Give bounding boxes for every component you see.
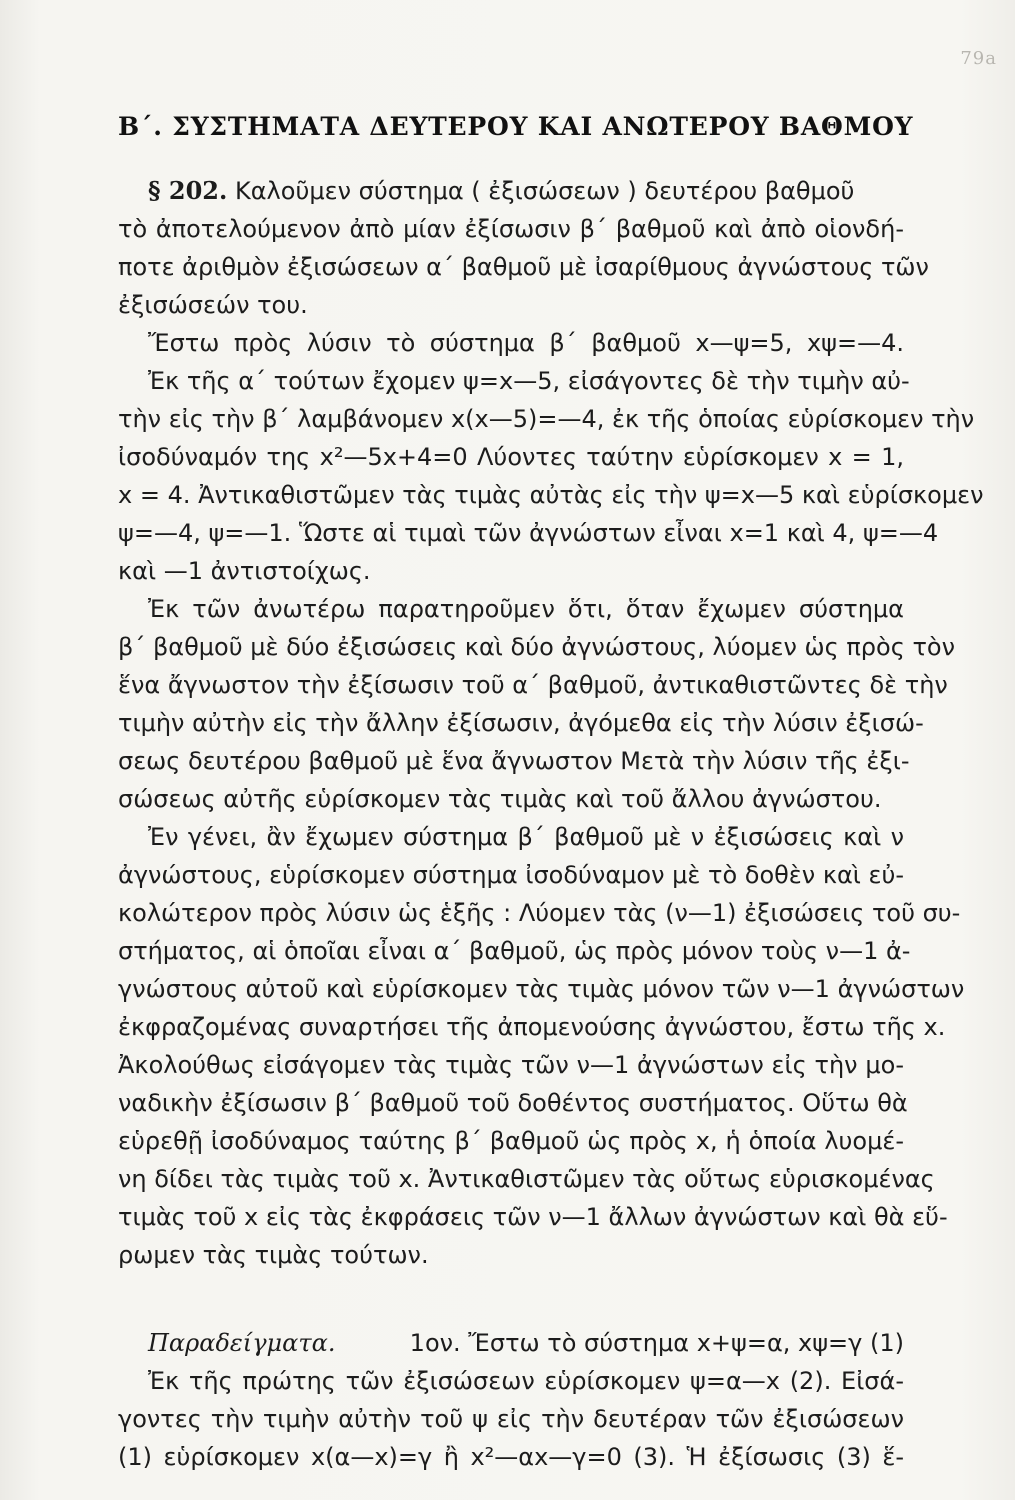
observation-line-4: τιμὴν αὐτὴν εἰς τὴν ἄλλην ἐξίσωσιν, ἀγόμεθα εἰς τὴν λύσιν ἐξισώ- xyxy=(118,709,924,737)
examples-line-4: (1) εὑρίσκομεν x(α—x)=γ ἢ x²—αx—γ=0 (3). Ἡ ἐξίσωσις (3) ἕ- xyxy=(118,1443,904,1471)
general-line-10: νη δίδει τὰς τιμὰς τοῦ x. Ἀντικαθιστῶμεν τὰς οὕτως εὑρισκομένας xyxy=(118,1165,935,1193)
general-line-4: στήματος, αἱ ὁποῖαι εἶναι α΄ βαθμοῦ, ὡς πρὸς μόνον τοὺς ν—1 ἀ- xyxy=(118,937,911,965)
definition-line-2: τὸ ἀποτελούμενον ἀπὸ μίαν ἐξίσωσιν β΄ βαθμοῦ καὶ ἀπὸ οἱονδή- xyxy=(118,215,904,243)
observation-line-3: ἕνα ἄγνωστον τὴν ἐξίσωσιν τοῦ α΄ βαθμοῦ, ἀντικαθιστῶντες δὲ τὴν xyxy=(118,671,948,699)
example-line-6: ψ=—4, ψ=—1. Ὥστε αἱ τιμαὶ τῶν ἀγνώστων εἶναι x=1 καὶ 4, ψ=—4 xyxy=(118,519,939,547)
general-line-11: τιμὰς τοῦ x εἰς τὰς ἐκφράσεις τῶν ν—1 ἄλλων ἀγνώστων καὶ θὰ εὕ- xyxy=(118,1203,948,1231)
general-line-12: ρωμεν τὰς τιμὰς τούτων. xyxy=(118,1241,429,1269)
general-line-5: γνώστους αὐτοῦ καὶ εὑρίσκομεν τὰς τιμὰς μόνον τῶν ν—1 ἀγνώστων xyxy=(118,975,965,1003)
section-number: § 202. xyxy=(148,176,228,205)
example-line-3: τὴν εἰς τὴν β΄ λαμβάνομεν x(x—5)=—4, ἐκ τῆς ὁποίας εὑρίσκομεν τὴν xyxy=(118,405,975,433)
definition-text: Καλοῦμεν σύστημα ( ἐξισώσεων ) δευτέρου βαθμοῦ xyxy=(235,177,855,205)
general-line-9: εὑρεθῇ ἰσοδύναμος ταύτης β΄ βαθμοῦ ὡς πρὸς x, ἡ ὁποία λυομέ- xyxy=(118,1127,904,1155)
examples-line-2: Ἐκ τῆς πρώτης τῶν ἐξισώσεων εὑρίσκομεν ψ=α—x (2). Εἰσά- xyxy=(148,1367,904,1395)
example-line-7: καὶ —1 ἀντιστοίχως. xyxy=(118,557,371,585)
observation-line-6: σώσεως αὐτῆς εὑρίσκομεν τὰς τιμὰς καὶ τοῦ ἄλλου ἀγνώστου. xyxy=(118,785,882,813)
definition-line-1 xyxy=(148,176,854,206)
definition-line-4: ἐξισώσεών του. xyxy=(118,291,308,319)
examples-label: Παραδείγματα. xyxy=(148,1329,336,1357)
general-line-2: ἀγνώστους, εὑρίσκομεν σύστημα ἰσοδύναμον μὲ τὸ δοθὲν καὶ εὐ- xyxy=(118,861,905,889)
examples-line-3: γοντες τὴν τιμὴν αὐτὴν τοῦ ψ εἰς τὴν δευτέραν τῶν ἐξισώσεων xyxy=(118,1405,904,1433)
examples-first-text: 1ον. Ἔστω τὸ σύστημα x+ψ=α, xψ=γ (1) xyxy=(409,1329,904,1357)
example-line-2: Ἐκ τῆς α΄ τούτων ἔχομεν ψ=x—5, εἰσάγοντες δὲ τὴν τιμὴν αὐ- xyxy=(148,367,910,395)
definition-line-3: ποτε ἀριθμὸν ἐξισώσεων α΄ βαθμοῦ μὲ ἰσαρίθμους ἀγνώστους τῶν xyxy=(118,253,929,281)
general-line-6: ἐκφραζομένας συναρτήσει τῆς ἀπομενούσης ἀγνώστου, ἔστω τῆς x. xyxy=(118,1013,946,1041)
example-line-1: Ἔστω πρὸς λύσιν τὸ σύστημα β΄ βαθμοῦ x—ψ=5, xψ=—4. xyxy=(148,329,904,357)
observation-line-2: β΄ βαθμοῦ μὲ δύο ἐξισώσεις καὶ δύο ἀγνώστους, λύομεν ὡς πρὸς τὸν xyxy=(118,633,955,661)
chapter-heading: Β΄. ΣΥΣΤΗΜΑΤΑ ΔΕΥΤΕΡΟΥ ΚΑΙ ΑΝΩΤΕΡΟΥ ΒΑΘΜΟΥ xyxy=(118,112,914,141)
example-line-4: ἰσοδύναμόν της x²—5x+4=0 Λύοντες ταύτην εὑρίσκομεν x = 1, xyxy=(118,443,904,471)
observation-line-1: Ἐκ τῶν ἀνωτέρω παρατηροῦμεν ὅτι, ὅταν ἔχωμεν σύστημα xyxy=(148,595,904,623)
observation-line-5: σεως δευτέρου βαθμοῦ μὲ ἕνα ἄγνωστον Μετὰ τὴν λύσιν τῆς ἐξι- xyxy=(118,747,910,775)
example-line-5: x = 4. Ἀντικαθιστῶμεν τὰς τιμὰς αὐτὰς εἰς τὴν ψ=x—5 καὶ εὑρίσκομεν xyxy=(118,481,984,509)
general-line-1: Ἐν γένει, ἂν ἔχωμεν σύστημα β΄ βαθμοῦ μὲ ν ἐξισώσεις καὶ ν xyxy=(148,823,904,851)
page-corner-mark: 79a xyxy=(960,48,997,69)
general-line-7: Ἀκολούθως εἰσάγομεν τὰς τιμὰς τῶν ν—1 ἀγνώστων εἰς τὴν μο- xyxy=(118,1051,904,1079)
general-line-3: κολώτερον πρὸς λύσιν ὡς ἑξῆς : Λύομεν τὰς (ν—1) ἐξισώσεις τοῦ συ- xyxy=(118,899,961,927)
examples-line-1 xyxy=(148,1328,904,1358)
general-line-8: ναδικὴν ἐξίσωσιν β΄ βαθμοῦ τοῦ δοθέντος συστήματος. Οὕτω θὰ xyxy=(118,1089,908,1117)
